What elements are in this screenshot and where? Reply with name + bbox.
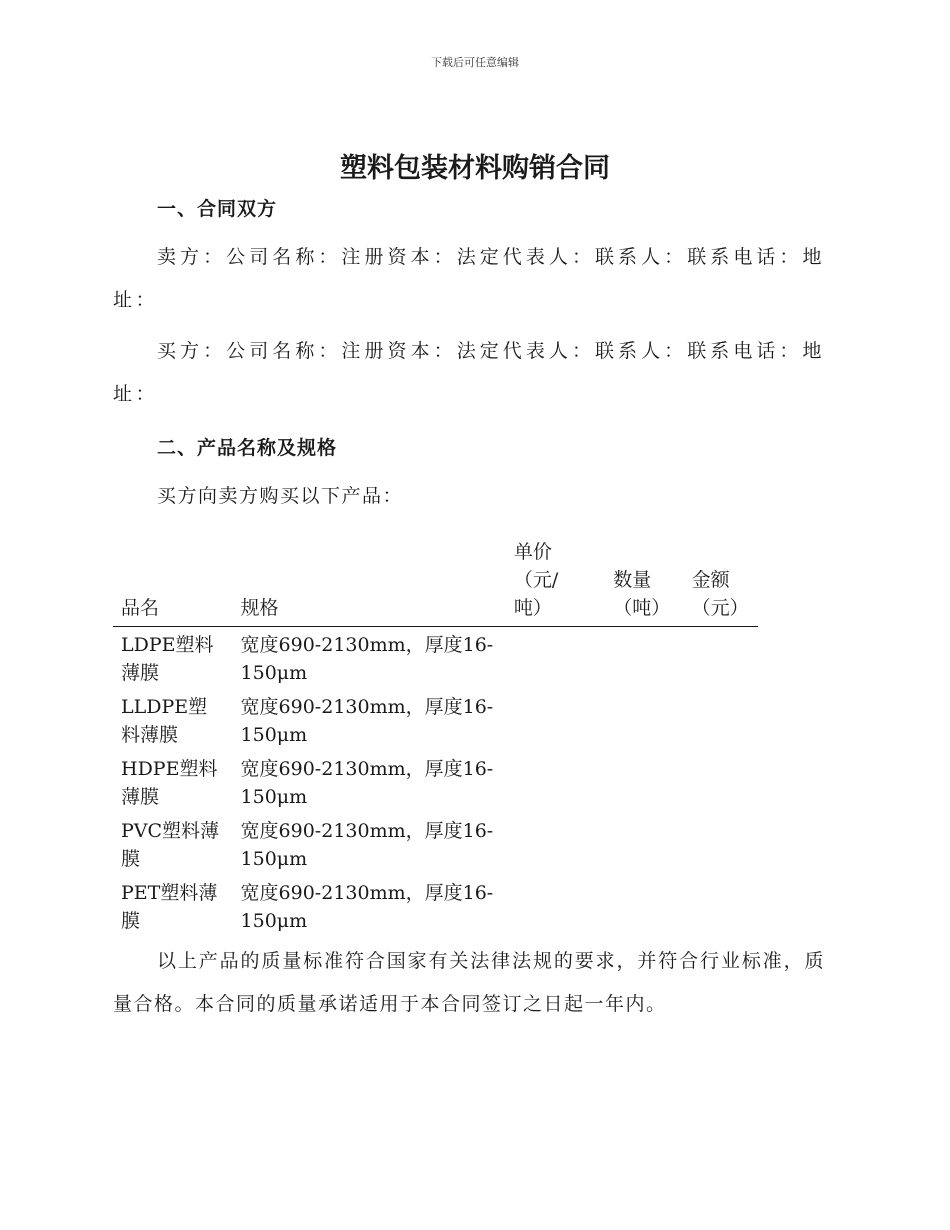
row-name: LLDPE塑料薄膜 <box>121 696 208 746</box>
row-qty <box>605 813 683 875</box>
row-name: LDPE塑料薄膜 <box>121 634 214 684</box>
row-spec: 宽度690-2130mm，厚度16-150μm <box>240 820 494 870</box>
page-header-note: 下载后可任意编辑 <box>431 56 519 69</box>
row-amount <box>684 627 758 690</box>
row-spec: 宽度690-2130mm，厚度16-150μm <box>240 758 494 808</box>
header-amount: 金额（元） <box>691 569 749 619</box>
row-price <box>506 689 605 751</box>
table-row <box>113 627 758 690</box>
table-row <box>113 689 758 751</box>
row-amount <box>684 751 758 813</box>
header-name: 品名 <box>113 538 233 627</box>
row-price <box>506 875 605 937</box>
header-price: 单价（元/吨） <box>513 541 559 619</box>
row-price <box>506 813 605 875</box>
row-spec: 宽度690-2130mm，厚度16-150μm <box>240 882 494 932</box>
row-spec: 宽度690-2130mm，厚度16-150μm <box>240 634 494 684</box>
product-table <box>113 538 758 937</box>
row-qty <box>605 627 683 690</box>
table-row <box>113 813 758 875</box>
document-title: 塑料包装材料购销合同 <box>340 153 610 184</box>
row-amount <box>684 875 758 937</box>
table-header-row <box>113 538 758 627</box>
seller-info: 卖方：公司名称：注册资本：法定代表人：联系人：联系电话：地址： <box>113 246 825 311</box>
table-row <box>113 875 758 937</box>
row-amount <box>684 689 758 751</box>
row-spec: 宽度690-2130mm，厚度16-150μm <box>240 696 494 746</box>
quality-statement: 以上产品的质量标准符合国家有关法律法规的要求，并符合行业标准，质量合格。本合同的质量承诺适用于本合同签订之日起一年内。 <box>113 950 825 1015</box>
buyer-info: 买方：公司名称：注册资本：法定代表人：联系人：联系电话：地址： <box>113 340 825 405</box>
row-amount <box>684 813 758 875</box>
header-qty: 数量（吨） <box>613 569 671 619</box>
section-heading-products: 二、产品名称及规格 <box>157 437 338 459</box>
row-price <box>506 751 605 813</box>
table-row <box>113 751 758 813</box>
row-qty <box>605 875 683 937</box>
row-name: PVC塑料薄膜 <box>121 820 220 870</box>
products-intro: 买方向卖方购买以下产品： <box>157 485 404 507</box>
row-name: PET塑料薄膜 <box>121 882 218 932</box>
header-spec: 规格 <box>233 538 506 627</box>
row-qty <box>605 751 683 813</box>
row-name: HDPE塑料薄膜 <box>121 758 218 808</box>
section-heading-parties: 一、合同双方 <box>157 198 278 220</box>
row-qty <box>605 689 683 751</box>
row-price <box>506 627 605 690</box>
